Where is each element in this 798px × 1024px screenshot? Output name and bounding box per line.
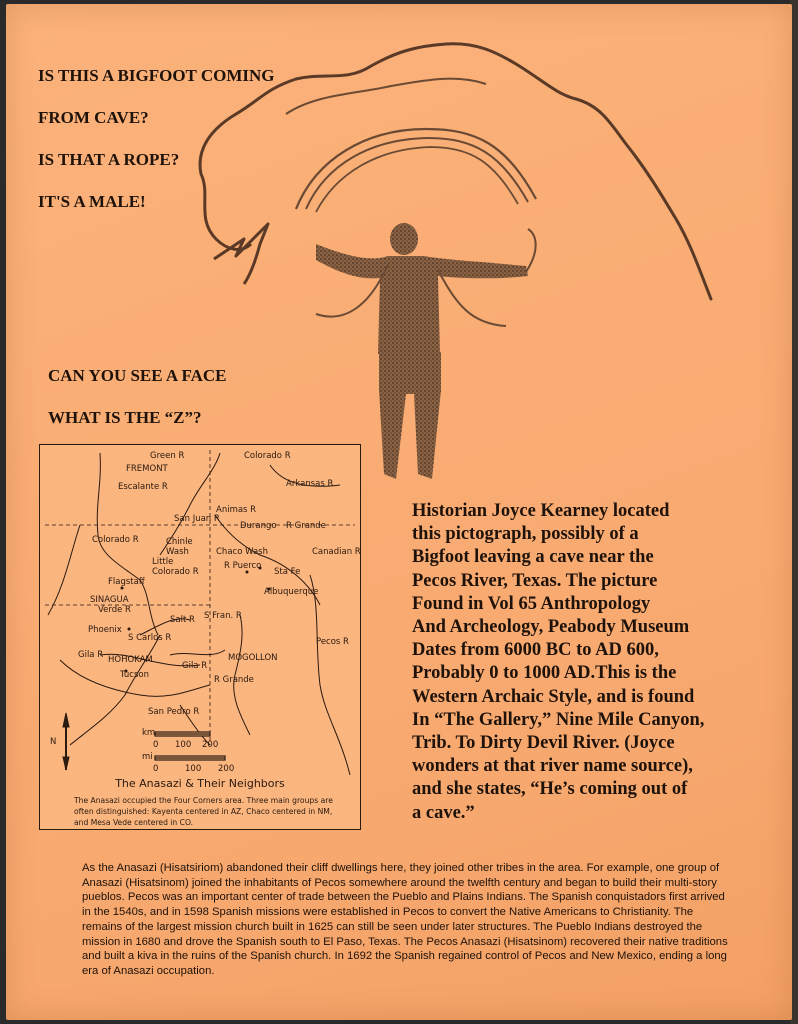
anasazi-map [39, 444, 361, 830]
map-label: Chaco Wash [216, 547, 268, 557]
map-label: 100 [185, 764, 202, 774]
north-arrow [63, 713, 69, 770]
map-title: The Anasazi & Their Neighbors [115, 777, 285, 790]
mid-caption-line: CAN YOU SEE A FACE [48, 366, 227, 385]
map-label: HOHOKAM [108, 655, 153, 665]
map-label: Tucson [120, 670, 149, 680]
map-label: Verde R [98, 605, 131, 615]
map-label: mi [142, 752, 153, 762]
map-label: S Fran. R [204, 611, 242, 621]
map-label: Durango [240, 521, 277, 531]
mid-caption-line: WHAT IS THE “Z”? [48, 408, 202, 427]
map-label: Sta Fe [274, 567, 301, 577]
header-caption-line: IS THAT A ROPE? [38, 150, 180, 169]
map-label: Flagstaff [108, 577, 145, 587]
river-line [310, 575, 350, 775]
bigfoot-pictograph [156, 34, 736, 494]
map-label: Chinle [166, 537, 193, 547]
map-label: Green R [150, 451, 185, 461]
map-label: Pecos R [316, 637, 349, 647]
map-label: Arkansas R [286, 479, 334, 489]
header-caption-line: IT'S A MALE! [38, 192, 146, 211]
map-label: Animas R [216, 505, 257, 515]
map-label: Gila R [182, 661, 208, 671]
map-label: S Carlos R [128, 633, 172, 643]
map-label: SINAGUA [90, 595, 129, 605]
map-label: Colorado R [92, 535, 139, 545]
map-label: 100 [175, 740, 192, 750]
map-label: Little [152, 557, 174, 567]
map-label: Escalante R [118, 482, 168, 492]
map-label: 0 [153, 740, 159, 750]
header-caption-line: IS THIS A BIGFOOT COMING [38, 66, 275, 85]
map-note: The Anasazi occupied the Four Corners area. Three main groups are often distinguished: Kayenta centered in AZ, Chaco centered in NM, and Mesa Vede centered in CO. [74, 796, 333, 827]
map-label: R Grande [214, 675, 254, 685]
map-label: 0 [153, 764, 159, 774]
story-paragraph: Historian Joyce Kearney located this pictograph, possibly of a Bigfoot leaving a cave near the Pecos River, Texas. The picture Found in Vol 65 Anthropology And Archeology, Peabody Museum Dates from 6000 BC to AD 600, Probably 0 to 1000 AD.This is the Western Archaic Style, and is found In “The Gallery,” Nine Mile Canyon, Trib. To Dirty Devil River. (Joyce wonders at that river name source), and she states, “He’s coming out of a cave.” [412, 501, 705, 823]
rope-arc [296, 129, 536, 209]
map-label: MOGOLLON [228, 653, 278, 663]
map-label: Canadian R [312, 547, 361, 557]
z-mark [214, 224, 268, 284]
history-paragraph: As the Anasazi (Hisatsiriom) abandoned their cliff dwellings here, they joined other tribes in the area. For example, one group of Anasazi (Hisatsinom) joined the inhabitants of Pecos somewhere around the twelfth century and began to build their multi-story pueblos. Pecos was an important center of trade between the Pueblo and Plains Indians. The Spanish conquistadors first arrived in the 1540s, and in 1598 Spanish missions were established in Pecos to convert the Native Americans to Christianity. The remains of the largest mission church built in 1625 can still be seen under later structures. The Pueblo Indians destroyed the mission in 1680 and drove the Spanish south to El Paso, Texas. The Pecos Anasazi (Hisatsinom) recovered their native traditions and built a kiva in the ruins of the Spanish church. In 1692 the Spanish regained control of Pecos and New Mexico, ending a long era of Anasazi occupation. [82, 862, 728, 977]
map-label: Salt R [170, 615, 195, 625]
map-label: Wash [166, 547, 189, 557]
map-label: Colorado R [244, 451, 291, 461]
header-caption-line: FROM CAVE? [38, 108, 149, 127]
map-label: R Grande [286, 521, 326, 531]
map-label: R Puerco [224, 561, 262, 571]
river-line [170, 650, 225, 655]
figure [316, 223, 528, 479]
map-label: FREMONT [126, 464, 168, 474]
map-label: San Juan R [174, 514, 220, 524]
map-label: Phoenix [88, 625, 122, 635]
map-label: San Pedro R [148, 707, 200, 717]
map-label: Albuquerque [264, 587, 319, 597]
river-line [48, 525, 80, 615]
map-label: Gila R [78, 650, 104, 660]
map-label: 200 [218, 764, 235, 774]
map-label: 200 [202, 740, 219, 750]
map-label: Colorado R [152, 567, 199, 577]
paper-page [6, 4, 792, 1020]
north-label: N [50, 737, 57, 747]
map-label: km [142, 728, 156, 738]
